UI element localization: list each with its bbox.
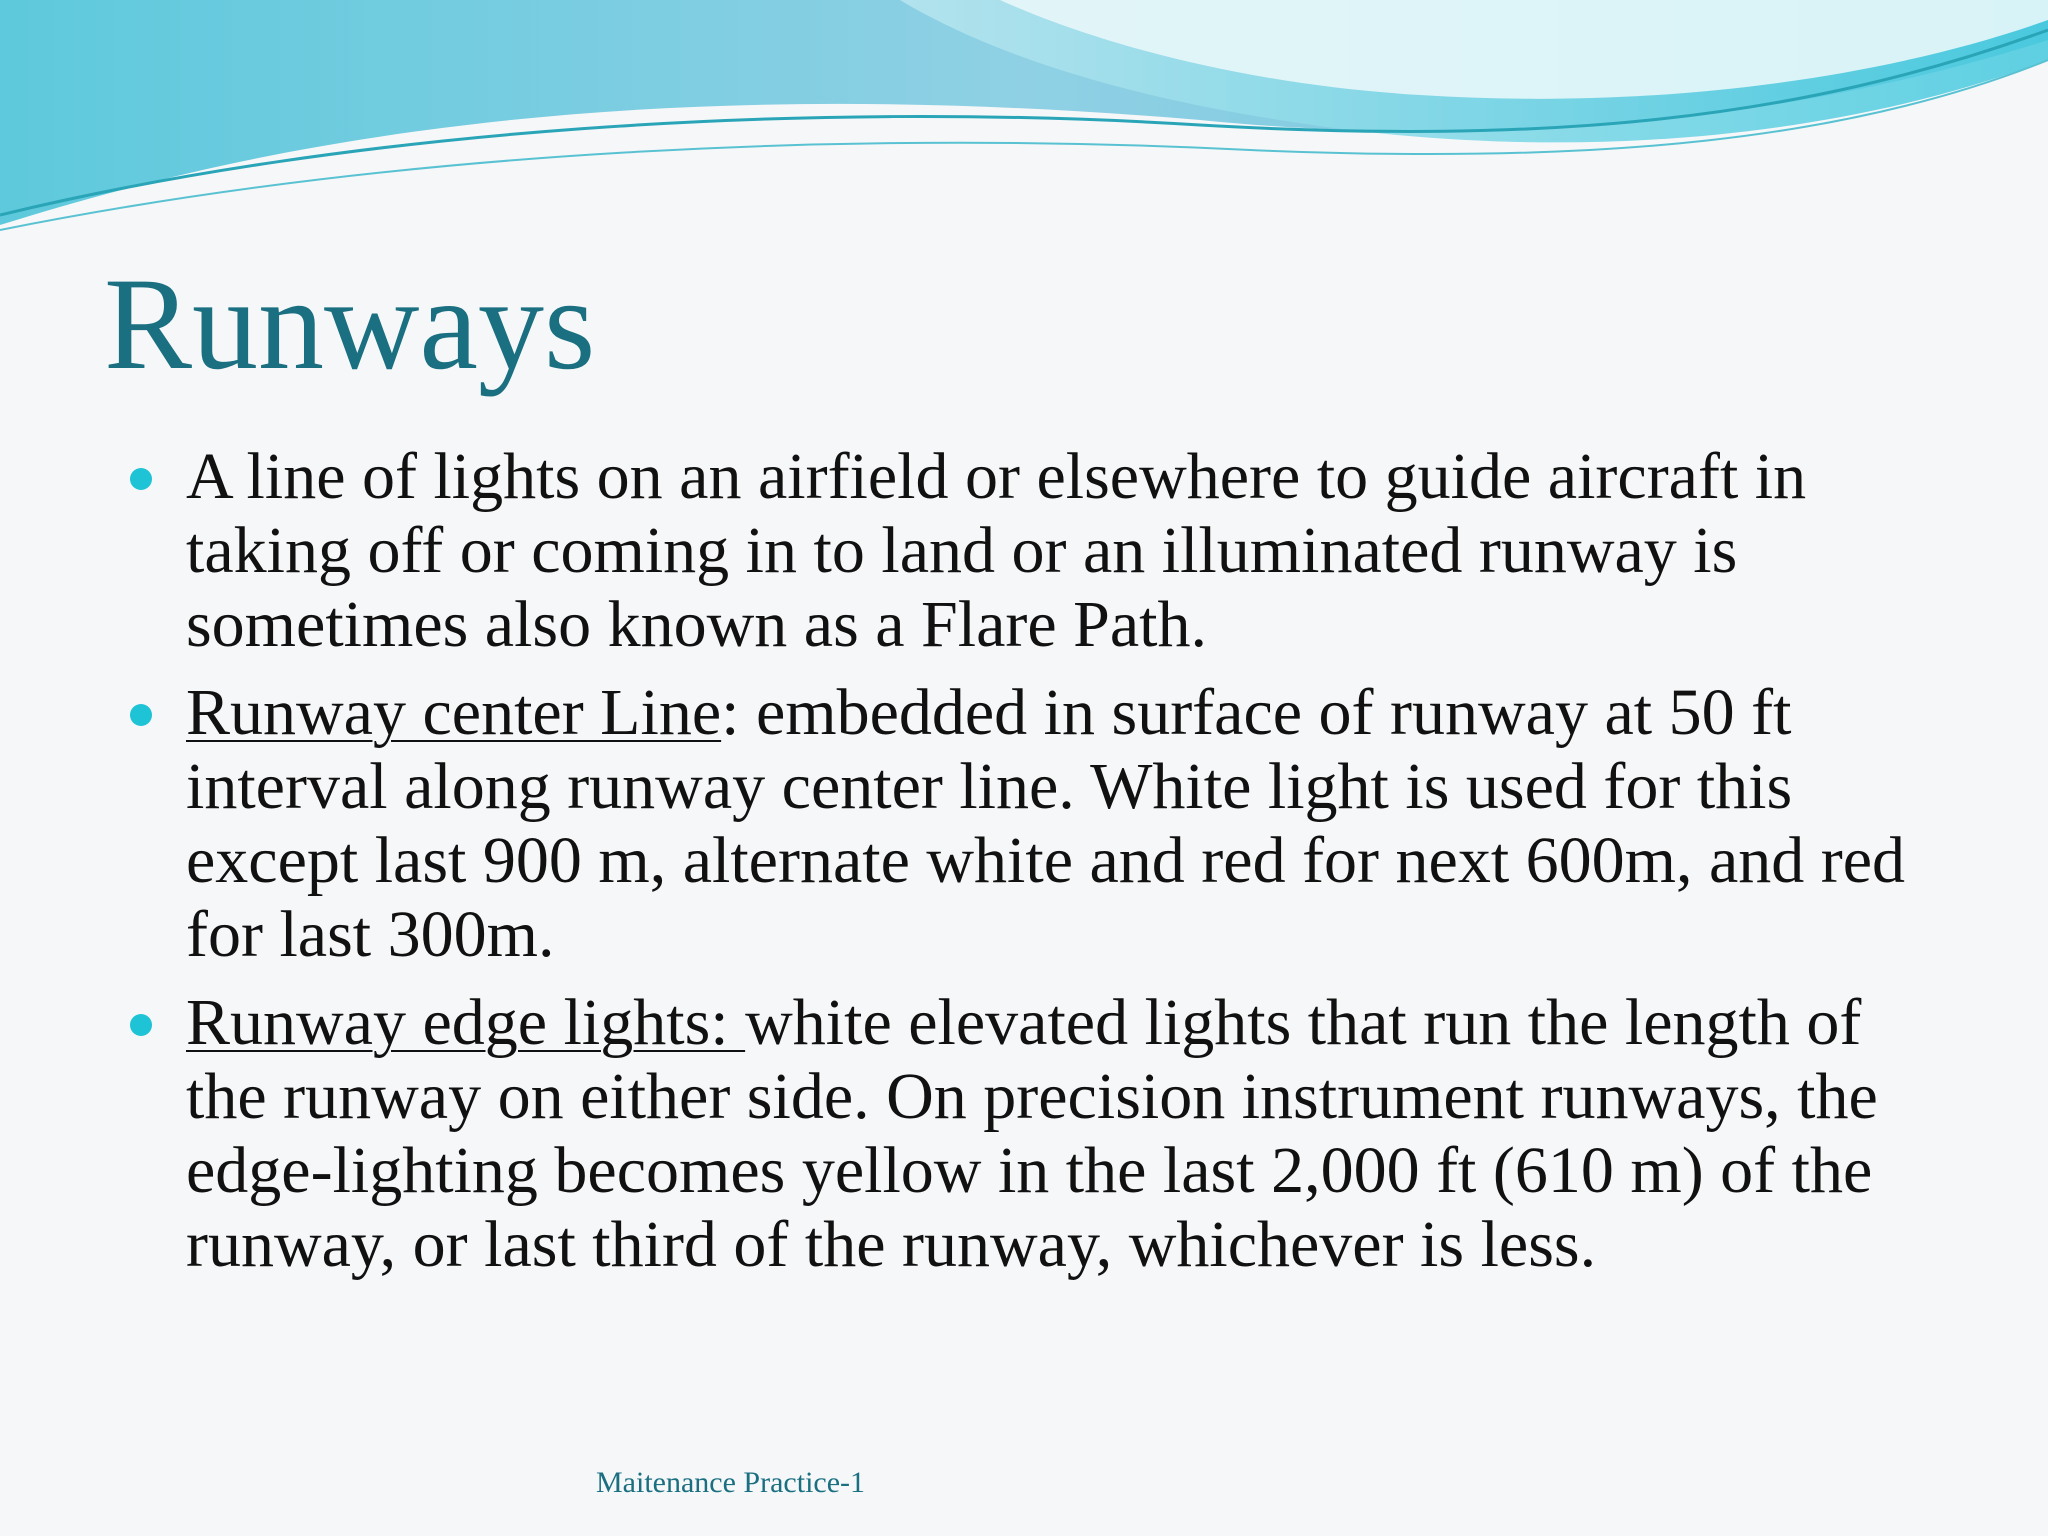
- bullet-item: [130, 440, 1930, 662]
- bullet-dot-icon: [130, 468, 152, 490]
- bullet-text: white elevated lights that run the length of the runway on either side. On precision instrument runways, the edge-lighting becomes yellow in the last 2,000 ft (610 m) of the runway, or last third of the runway, whichever is less.: [186, 986, 1878, 1281]
- slide-title: Runways: [104, 250, 596, 397]
- bullet-term: Runway edge lights:: [186, 986, 746, 1059]
- bullet-text: A line of lights on an airfield or elsewhere to guide aircraft in taking off or coming in to land or an illuminated runway is sometimes also known as a Flare Path.: [186, 440, 1807, 661]
- bullet-dot-icon: [130, 1014, 152, 1036]
- bullet-dot-icon: [130, 704, 152, 726]
- bullet-term: Runway center Line: [186, 676, 722, 749]
- bullet-item: [130, 676, 1930, 972]
- bullet-item: [130, 986, 1930, 1282]
- bullet-text: : embedded in surface of runway at 50 ft interval along runway center line. White light is used for this except last 900 m, alternate white and red for next 600m, and red for last 300m.: [186, 676, 1906, 971]
- footer-text: Maitenance Practice-1: [596, 1466, 866, 1499]
- decorative-wave-header: [0, 0, 2048, 240]
- bullet-list: [130, 440, 1930, 1296]
